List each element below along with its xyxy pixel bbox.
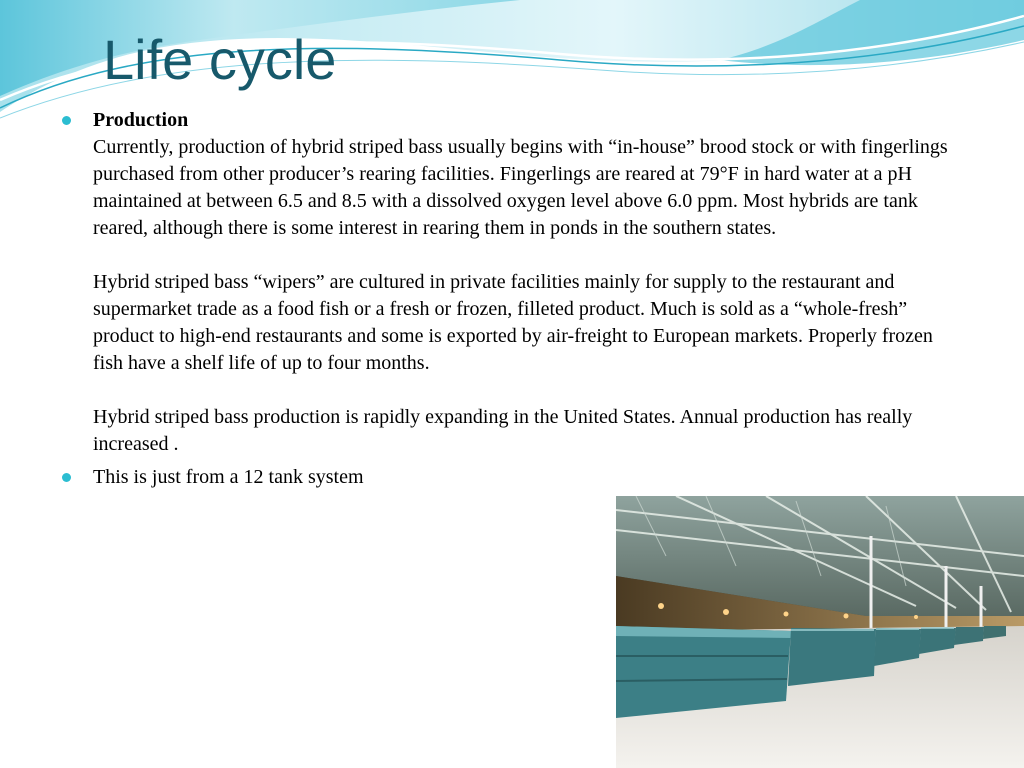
- aquaculture-tanks-photo: [616, 496, 1024, 768]
- paragraph-expansion: Hybrid striped bass production is rapidly expanding in the United States. Annual production has really increased .: [93, 406, 913, 455]
- bullet-production: [62, 107, 962, 458]
- slide-title: Life cycle: [103, 28, 337, 91]
- bullet-marker: [62, 116, 71, 125]
- paragraph-market: Hybrid striped bass “wipers” are cultured in private facilities mainly for supply to the restaurant and supermarket trade as a food fish or a fresh or frozen, filleted product. Much is sold as a “whole-fresh” product to high-end restaurants and some is exported by air-freight to European markets. Properly frozen fish have a shelf life of up to four months.: [93, 271, 933, 374]
- bullet-marker: [62, 473, 71, 482]
- bullet-heading: Production: [93, 109, 189, 131]
- bullet-tank-system: [62, 464, 962, 491]
- slide-body: [62, 107, 962, 491]
- bullet-text: This is just from a 12 tank system: [93, 466, 364, 488]
- paragraph-production-method: Currently, production of hybrid striped bass usually begins with “in-house” brood stock or with fingerlings purchased from other producer’s rearing facilities. Fingerlings are reared at 79°F in hard water at a pH maintained at between 6.5 and 8.5 with a dissolved oxygen level above 6.0 ppm. Most hybrids are tank reared, although there is some interest in rearing them in ponds in the southern states.: [93, 136, 948, 239]
